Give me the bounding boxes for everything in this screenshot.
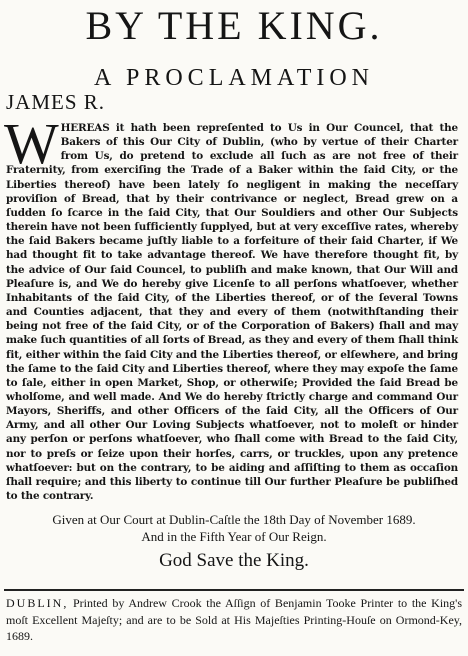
printer-imprint — [6, 595, 462, 645]
sovereign-signature: JAMES R. — [6, 90, 106, 114]
divider — [4, 589, 464, 591]
reign-year-line: And in the Fifth Year of Our Reign. — [141, 529, 327, 544]
imprint-place: DUBLIN, — [6, 596, 69, 610]
closing-line: God Save the King. — [159, 550, 309, 571]
proclamation-body — [4, 111, 458, 503]
imprint-text: Printed by Andrew Crook the Aſſign of Benjamin Tooke Printer to the King's moſt Excellent Majeſty; and are to be Sold at His Majeſties Printing-Houſe on Ormond-Key, 1689. — [6, 596, 462, 643]
given-date-line: Given at Our Court at Dublin-Caſtle the 18th Day of November 1689. — [52, 512, 416, 527]
given-at-court — [0, 511, 468, 545]
drop-cap: W — [4, 111, 59, 176]
proclamation-heading: A PROCLAMATION — [93, 65, 375, 91]
page-title: BY THE KING. — [85, 3, 383, 48]
proclamation-text: HEREAS it hath been repreſented to Us in Our Councel, that the Bakers of this Our City of Dublin, (who by vertue of their Charter from Us, do pretend to exclude all ſuch as are not free of their Fraternity, from exerciſing the Trade of a Baker within the ſaid City, or the Liberties thereof) have been lately ſo negligent in making the neceſſary proviſion of Bread, that by their contrivance or neglect, Bread grew on a ſudden ſo ſcarce in the ſaid City, that Our Souldiers and other Our Subjects therein have not been ſufficiently ſupplyed, but at very exceſſive rates, whereby the ſaid Bakers became juſtly liable to a forfeiture of their ſaid Charter, if We had thought fit to take advantage thereof. We have therefore thought fit, by the advice of Our ſaid Councel, to publiſh and make known, that Our Will and Pleaſure is, and We do hereby give Licenſe to all perſons whatſoever, whether Inhabitants of the ſaid City, of the Liberties thereof, or of the ſeveral Towns and Counties adjacent, that they and every of them (notwithſtanding their being not free of the ſaid City, or of the Corporation of Bakers) ſhall and may make ſuch quantities of all ſorts of Bread, as they and every of them ſhall think fit, either within the ſaid City and the Liberties thereof, or elſewhere, and bring the ſame to the ſaid City and Liberties thereof, where they may expoſe the ſame to ſale, either in open Market, Shop, or otherwiſe; Provided the ſaid Bread be wholſome, and well made. And We do hereby ſtrictly charge and command Our Mayors, Sheriffs, and other Officers of the ſaid City, all the Officers of Our Army, and all other Our Loving Subjects whatſoever, not to moleſt or hinder any perſon or perſons whatſoever, who ſhall come with Bread to the ſaid City, nor to preſs or ſeize upon their horſes, carrs, or truckles, upon any pretence whatſoever: but on the contrary, to be aiding and aſſiſting to them as occaſion ſhall require; and this liberty to continue till Our further Pleaſure be publiſhed to the contrary. — [6, 122, 458, 503]
